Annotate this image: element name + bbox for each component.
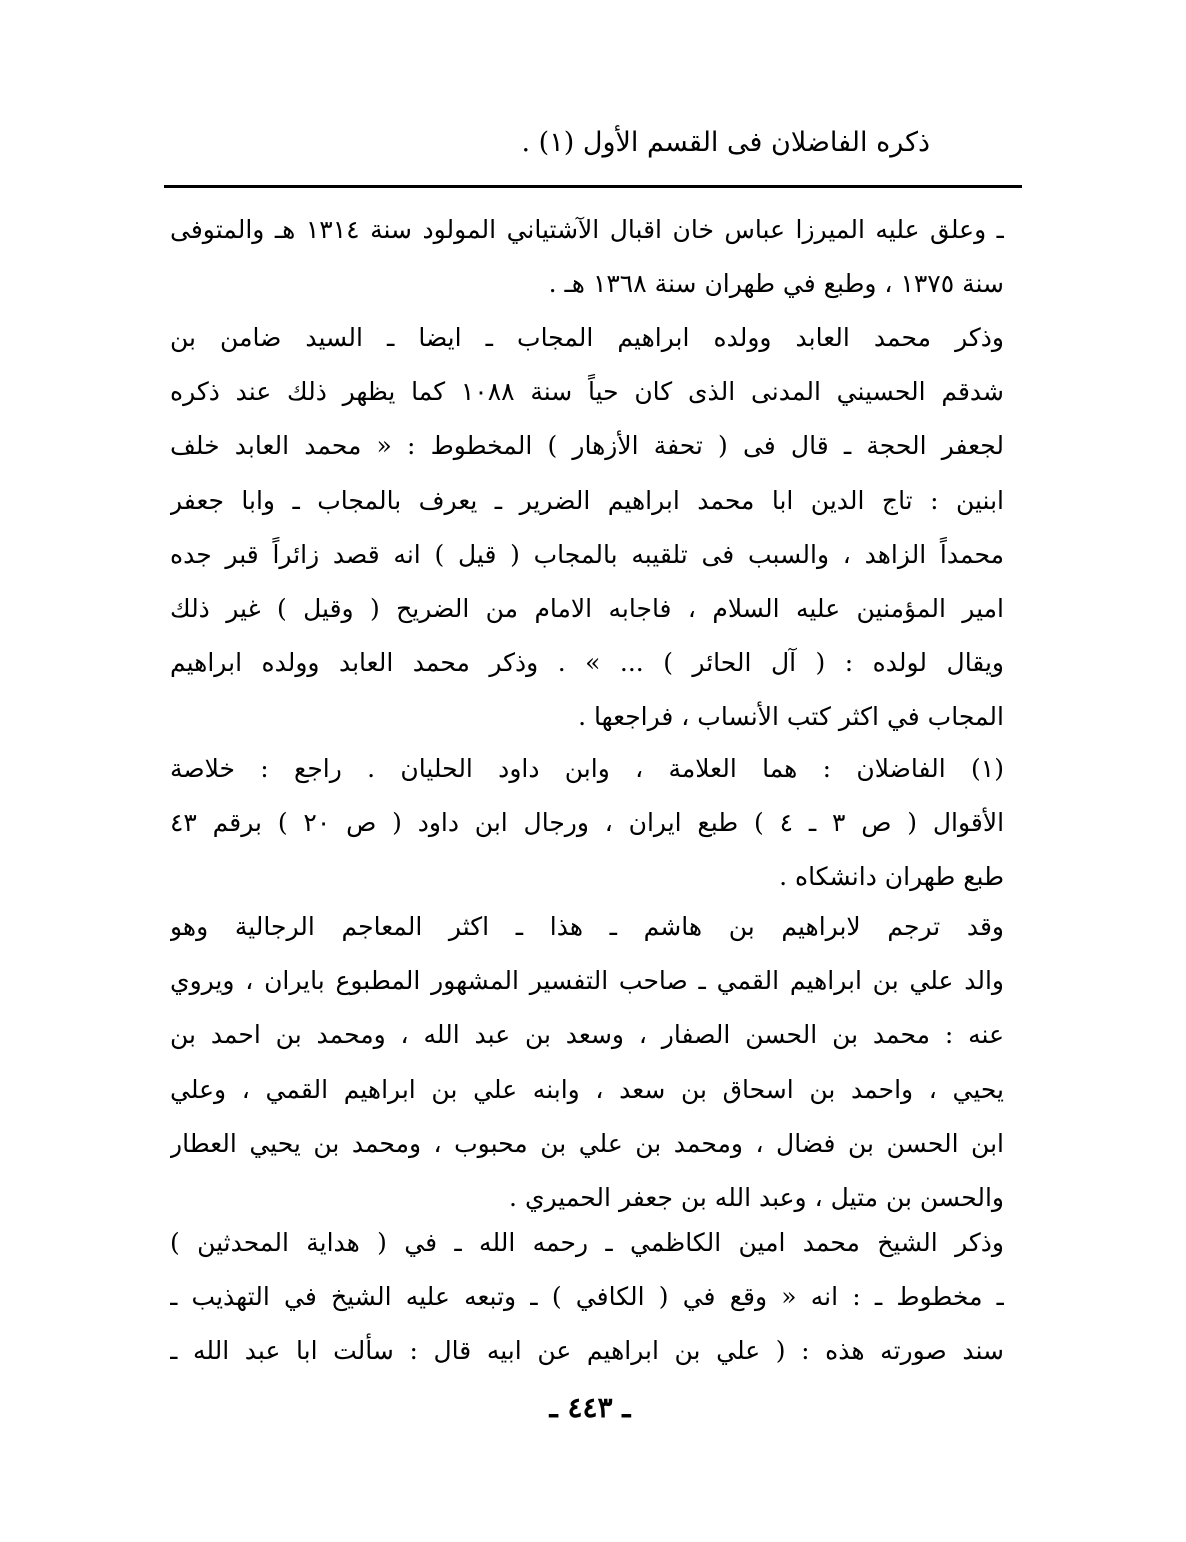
text-line: والحسن بن متيل ، وعبد الله بن جعفر الحميري . <box>509 1182 1004 1212</box>
text-line: ابنين : تاج الدين ابا محمد ابراهيم الضرير ـ يعرف بالمجاب ـ وابا جعفر <box>170 485 1004 515</box>
text-line: لجعفر الحجة ـ قال فى ( تحفة الأزهار ) المخطوط : « محمد العابد خلف <box>170 431 1004 461</box>
text-line: محمداً الزاهد ، والسبب فى تلقيبه بالمجاب ( قيل ) انه قصد زائراً قبر جده <box>170 539 1004 569</box>
text-line: عنه : محمد بن الحسن الصفار ، وسعد بن عبد الله ، ومحمد بن احمد بن <box>170 1020 1004 1050</box>
text-line: وقد ترجم لابراهيم بن هاشم ـ هذا ـ اكثر المعاجم الرجالية وهو <box>170 912 1004 941</box>
text-line: (١) الفاضلان : هما العلامة ، وابن داود الحليان . راجع : خلاصة <box>170 754 1004 783</box>
text-line: وذكر الشيخ محمد امين الكاظمي ـ رحمه الله ـ في ( هداية المحدثين ) <box>170 1228 1004 1257</box>
text-line: سند صورته هذه : ( علي بن ابراهيم عن ابيه قال : سألت ابا عبد الله ـ <box>170 1336 1004 1366</box>
text-line: وذكر محمد العابد وولده ابراهيم المجاب ـ ايضا ـ السيد ضامن بن <box>170 323 1004 352</box>
text-line: ابن الحسن بن فضال ، ومحمد بن علي بن محبوب ، ومحمد بن يحيي العطار <box>170 1128 1004 1158</box>
text-line: طبع طهران دانشكاه . <box>779 862 1004 892</box>
header-divider <box>164 185 1022 188</box>
running-header: ذكره الفاضلان فى القسم الأول (١) . <box>521 127 930 158</box>
paragraph-ibrahim-ibn-hashim <box>170 900 1004 1225</box>
text-line: امير المؤمنين عليه السلام ، فاجابه الامام من الضريح ( وقيل ) غير ذلك <box>170 593 1004 623</box>
paragraph-kazimi <box>170 1216 1004 1379</box>
text-line: سنة ١٣٧٥ ، وطبع في طهران سنة ١٣٦٨ هـ . <box>548 269 1004 299</box>
page-number: ـ ٤٤٣ ـ <box>549 1391 631 1424</box>
paragraph-dhamin <box>170 311 1004 745</box>
text-line: ـ مخطوط ـ : انه « وقع في ( الكافي ) ـ وتبعه عليه الشيخ في التهذيب ـ <box>170 1282 1004 1312</box>
text-line: شدقم الحسيني المدنى الذى كان حياً سنة ١٠٨٨ كما يظهر ذلك عند ذكره <box>170 377 1004 407</box>
paragraph-continuation <box>170 203 1004 311</box>
text-line: الأقوال ( ص ٣ ـ ٤ ) طبع ايران ، ورجال ابن داود ( ص ٢٠ ) برقم ٤٣ <box>170 808 1004 838</box>
text-line: يحيي ، واحمد بن اسحاق بن سعد ، وابنه علي بن ابراهيم القمي ، وعلي <box>170 1074 1004 1104</box>
text-line: ـ وعلق عليه الميرزا عباس خان اقبال الآشتياني المولود سنة ١٣١٤ هـ والمتوفى <box>170 215 1004 244</box>
text-line: ويقال لولده : ( آل الحائر ) ... » . وذكر محمد العابد وولده ابراهيم <box>170 648 1004 678</box>
text-line: المجاب في اكثر كتب الأنساب ، فراجعها . <box>578 702 1004 732</box>
footnote-1 <box>170 742 1004 905</box>
text-line: والد علي بن ابراهيم القمي ـ صاحب التفسير المشهور المطبوع بايران ، ويروي <box>170 966 1004 996</box>
